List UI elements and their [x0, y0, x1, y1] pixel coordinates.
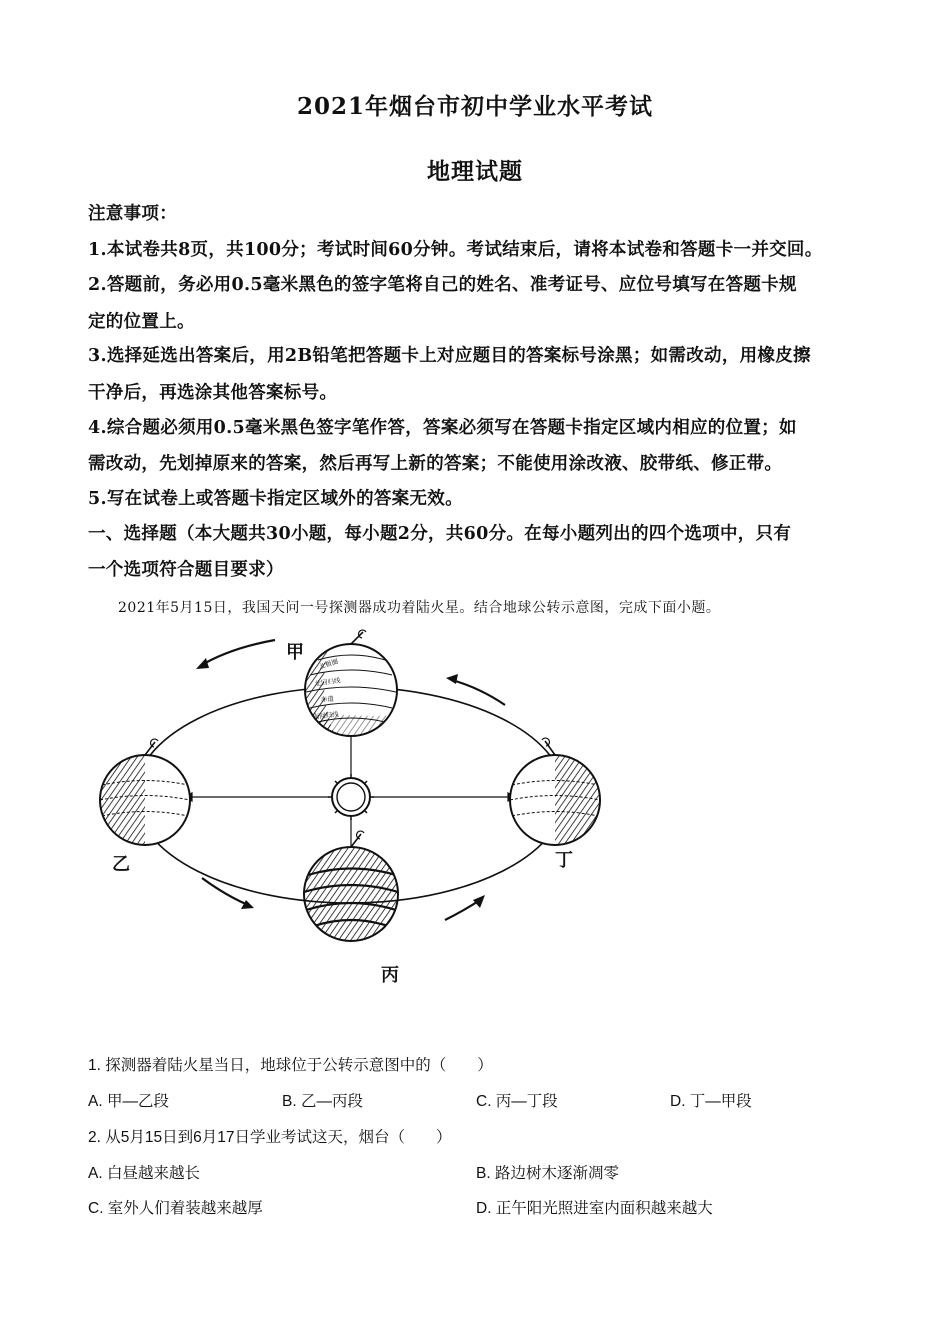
label-bing: 丙 — [381, 965, 399, 986]
earth-position-bing — [304, 831, 398, 941]
question-2-option-b[interactable]: B. 路边树木逐渐凋零 — [476, 1165, 619, 1182]
sun — [328, 774, 374, 820]
notice-line-1: 1.本试卷共8页，共100分；考试时间60分钟。考试结束后，请将本试卷和答题卡一并交回。 — [88, 240, 823, 260]
label-jia: 甲 — [286, 642, 304, 663]
orbit-arrow-bottom-left — [202, 878, 254, 909]
notice-heading: 注意事项： — [88, 204, 177, 224]
label-yi: 乙 — [112, 854, 130, 875]
question-1-option-b[interactable]: B. 乙—丙段 — [282, 1093, 363, 1110]
orbit-arrow-bottom-right — [445, 895, 485, 920]
earth-orbit-diagram — [80, 620, 640, 990]
notice-line-7: 需改动，先划掉原来的答案，然后再写上新的答案；不能使用涂改液、胶带纸、修正带。 — [88, 454, 783, 474]
section-heading-line-1: 一、选择题（本大题共30小题，每小题2分，共60分。在每小题列出的四个选项中，只有 — [88, 524, 792, 544]
orbit-arrow-left — [196, 640, 275, 669]
globe-label-arctic-circle: 北极圈 — [318, 657, 340, 671]
earth-position-yi — [100, 739, 190, 845]
question-1-option-a[interactable]: A. 甲—乙段 — [88, 1093, 169, 1110]
earth-position-ding — [510, 738, 600, 845]
notice-line-8: 5.写在试卷上或答题卡指定区域外的答案无效。 — [88, 489, 463, 509]
notice-line-6: 4.综合题必须用0.5毫米黑色签字笔作答，答案必须写在答题卡指定区域内相应的位置；如 — [88, 418, 797, 438]
label-ding: 丁 — [555, 850, 573, 871]
question-2-option-a[interactable]: A. 白昼越来越长 — [88, 1165, 200, 1182]
question-2-option-c[interactable]: C. 室外人们着装越来越厚 — [88, 1200, 263, 1217]
question-1-stem: 1. 探测器着陆火星当日，地球位于公转示意图中的（ ） — [88, 1057, 493, 1074]
question-1-option-d[interactable]: D. 丁—甲段 — [670, 1093, 752, 1110]
question-2-option-d[interactable]: D. 正午阳光照进室内面积越来越大 — [476, 1200, 713, 1217]
globe-label-tropic-of-cancer: 北回归线 — [314, 676, 342, 688]
question-1-option-c[interactable]: C. 丙—丁段 — [476, 1093, 558, 1110]
globe-label-equator: 赤道 — [320, 694, 335, 704]
exam-title: 2021年烟台市初中学业水平考试 — [296, 93, 653, 120]
section-heading-line-2: 一个选项符合题目要求） — [88, 560, 284, 580]
globe-label-tropic-of-capricorn: 南回归线 — [312, 710, 340, 721]
exam-subtitle: 地理试题 — [427, 158, 523, 185]
notice-line-5: 干净后，再选涂其他答案标号。 — [88, 383, 338, 403]
notice-line-4: 3.选择延选出答案后，用2B铅笔把答题卡上对应题目的答案标号涂黑；如需改动，用橡皮擦 — [88, 346, 811, 366]
notice-line-2: 2.答题前，务必用0.5毫米黑色的签字笔将自己的姓名、准考证号、应位号填写在答题卡规 — [88, 275, 797, 295]
notice-line-3: 定的位置上。 — [88, 312, 195, 332]
question-2-stem: 2. 从5月15日到6月17日学业考试这天，烟台（ ） — [88, 1129, 452, 1146]
question-intro: 2021年5月15日，我国天问一号探测器成功着陆火星。结合地球公转示意图，完成下面小题。 — [118, 600, 721, 616]
